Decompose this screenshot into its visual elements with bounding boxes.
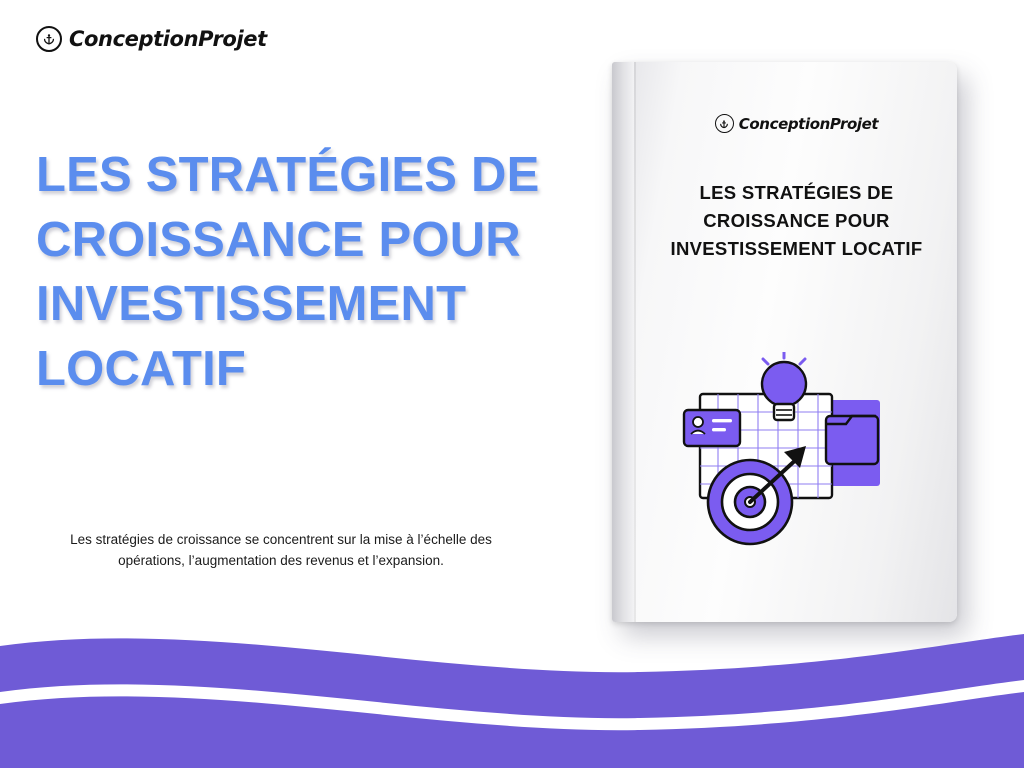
- subtitle-text: Les stratégies de croissance se concentrent sur la mise à l’échelle des opérations, l’augmentation des revenus et l’expansion.: [70, 532, 492, 568]
- book-mockup: [612, 62, 957, 622]
- anchor-circle-icon: [36, 26, 62, 52]
- target-lightbulb-documents-illustration: [672, 352, 922, 567]
- book-brand-name: ConceptionProjet: [738, 114, 879, 133]
- ribbon-decoration: [0, 628, 1024, 768]
- book-spine: [612, 62, 634, 622]
- page-title: LES STRATÉGIES DE CROISSANCE POUR INVESTISSEMENT LOCATIF: [36, 148, 540, 397]
- brand-logo: [36, 26, 267, 52]
- anchor-circle-icon: [715, 114, 734, 133]
- book-brand-logo: [715, 114, 878, 133]
- book-cover-title: LES STRATÉGIES DE CROISSANCE POUR INVESTISSEMENT LOCATIF: [670, 182, 923, 259]
- brand-name: ConceptionProjet: [69, 27, 267, 51]
- book-cover: [636, 62, 957, 622]
